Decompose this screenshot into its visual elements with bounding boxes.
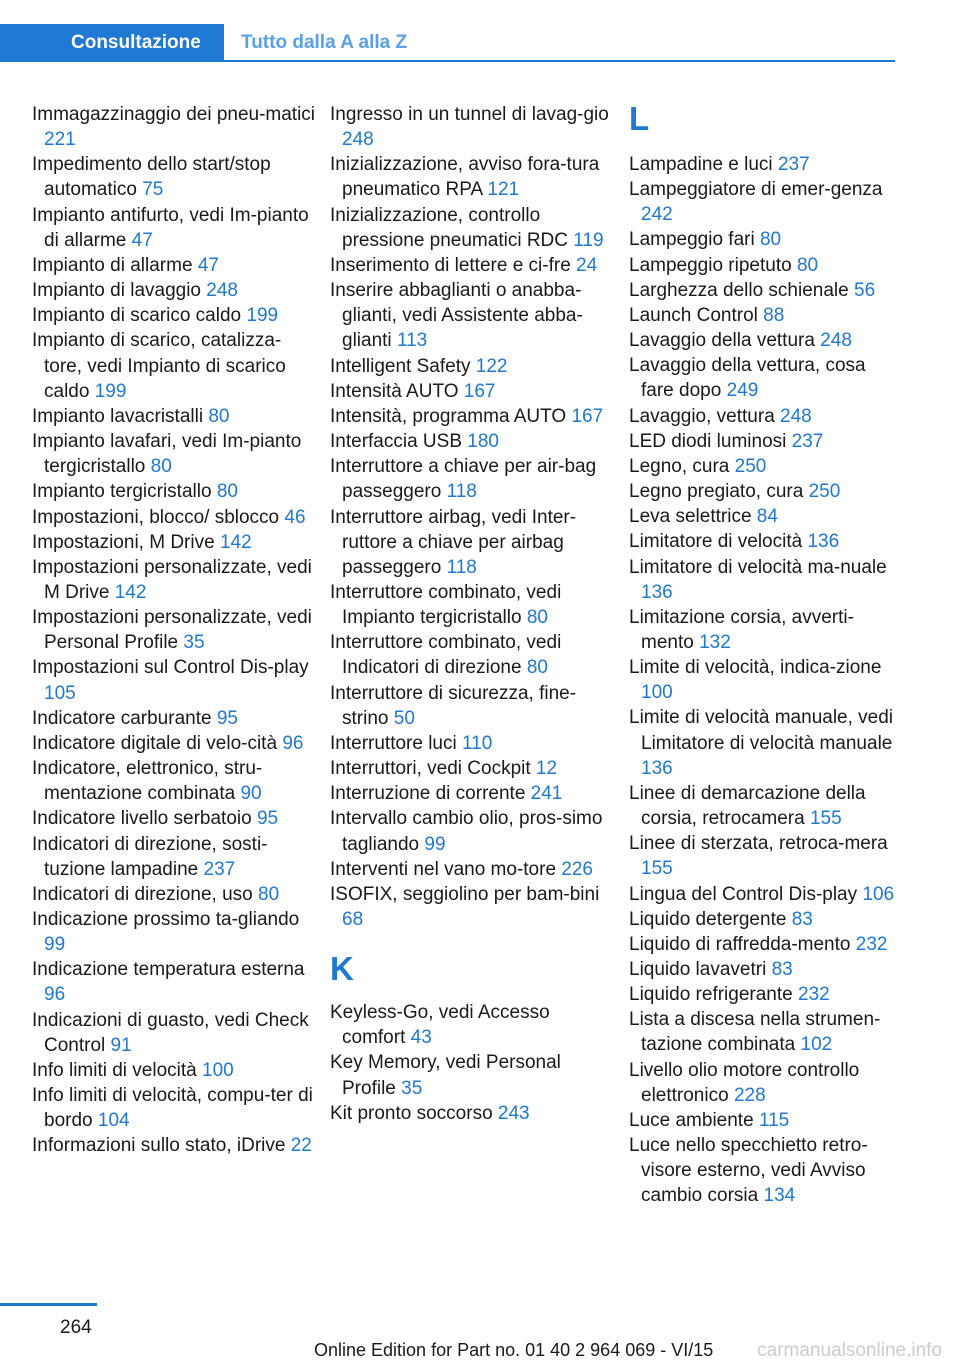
page-link[interactable]: 90 bbox=[240, 783, 262, 805]
index-column-2 bbox=[330, 102, 615, 1126]
footer-rule bbox=[0, 1303, 97, 1306]
entry-term: Interruttore di sicurezza, fine‐strino bbox=[330, 682, 577, 729]
index-entry bbox=[330, 278, 615, 353]
entry-term: Liquido di raffredda‐mento bbox=[629, 933, 851, 955]
entry-term: Interfaccia USB bbox=[330, 431, 462, 453]
page-link[interactable]: 43 bbox=[410, 1027, 432, 1049]
page-link[interactable]: 96 bbox=[282, 732, 304, 754]
entry-term: Interventi nel vano mo‐tore bbox=[330, 858, 557, 880]
page-link[interactable]: 56 bbox=[854, 279, 876, 301]
index-entry bbox=[32, 303, 317, 328]
page-link[interactable]: 248 bbox=[820, 330, 852, 352]
page-link[interactable]: 228 bbox=[733, 1084, 766, 1106]
entry-term: Lampeggio fari bbox=[629, 229, 755, 251]
index-entry bbox=[32, 957, 317, 1007]
index-entry bbox=[32, 1133, 317, 1158]
index-entry bbox=[330, 630, 615, 680]
index-entry bbox=[32, 1058, 317, 1083]
index-entry bbox=[330, 756, 615, 781]
entry-term: Inserimento di lettere e ci‐fre bbox=[330, 254, 571, 276]
page-link[interactable]: 221 bbox=[44, 129, 76, 151]
page-link[interactable]: 96 bbox=[44, 984, 66, 1006]
page-link[interactable]: 35 bbox=[401, 1077, 423, 1099]
entry-term: Interruttore combinato, vedi Indicatori di direzione bbox=[330, 632, 562, 679]
index-entry bbox=[629, 957, 899, 982]
index-entry bbox=[629, 705, 899, 780]
index-entry bbox=[629, 907, 899, 932]
page-link[interactable]: 136 bbox=[641, 757, 673, 779]
entry-term: Impostazioni, M Drive bbox=[32, 531, 215, 553]
index-entry bbox=[629, 504, 899, 529]
page-link[interactable]: 167 bbox=[463, 380, 496, 402]
letter-heading-l: L bbox=[629, 100, 650, 137]
entry-term: Limite di velocità, indica‐zione bbox=[629, 657, 882, 679]
index-entry bbox=[629, 655, 899, 705]
page-link[interactable]: 180 bbox=[467, 431, 499, 453]
index-entry bbox=[330, 882, 615, 932]
page-link[interactable]: 80 bbox=[526, 607, 548, 629]
index-entry bbox=[32, 806, 317, 831]
watermark: carmanualsonline.info bbox=[757, 1340, 942, 1361]
page-link[interactable]: 68 bbox=[342, 909, 364, 930]
entry-term: Lavaggio della vettura, cosa fare dopo bbox=[629, 355, 866, 402]
page-link[interactable]: 242 bbox=[641, 204, 673, 226]
index-entry bbox=[32, 655, 317, 705]
page-link[interactable]: 226 bbox=[561, 858, 593, 880]
index-entry bbox=[629, 781, 899, 831]
entry-term: Indicatori di direzione, uso bbox=[32, 883, 253, 905]
index-entry bbox=[330, 404, 615, 429]
entry-term: Immagazzinaggio dei pneu‐matici bbox=[32, 104, 316, 125]
index-entry bbox=[629, 932, 899, 957]
page-link[interactable]: 24 bbox=[576, 254, 598, 276]
index-entry bbox=[32, 731, 317, 756]
entry-term: Indicatore carburante bbox=[32, 707, 212, 729]
index-entry bbox=[32, 605, 317, 655]
index-entry bbox=[629, 605, 899, 655]
page-link[interactable]: 142 bbox=[114, 581, 147, 603]
header-divider bbox=[0, 60, 895, 62]
entry-term: Indicazioni di guasto, vedi Check Control bbox=[32, 1009, 309, 1056]
entry-term: Interruttore airbag, vedi Inter‐ruttore a chiave per airbag passeggero bbox=[330, 506, 577, 578]
index-entry bbox=[629, 152, 899, 177]
page-link[interactable]: 105 bbox=[44, 682, 76, 704]
index-entry bbox=[32, 505, 317, 530]
index-entry bbox=[330, 1000, 615, 1050]
page-link[interactable]: 122 bbox=[475, 355, 508, 377]
index-entry bbox=[330, 505, 615, 580]
entry-term: Indicatori di direzione, sosti‐tuzione lampadine bbox=[32, 833, 268, 880]
page-link[interactable]: 83 bbox=[771, 959, 793, 980]
index-entry bbox=[629, 882, 899, 907]
entry-term: Linee di demarcazione della corsia, retrocamera bbox=[629, 782, 866, 830]
index-entry bbox=[32, 706, 317, 731]
entry-term: Inserire abbaglianti o anabba‐glianti, vedi Assistente abba‐glianti bbox=[330, 280, 583, 352]
page-link[interactable]: 237 bbox=[791, 430, 824, 452]
index-entry bbox=[330, 253, 615, 278]
entry-term: Indicazione temperatura esterna bbox=[32, 959, 305, 981]
entry-term: Intelligent Safety bbox=[330, 355, 471, 377]
page-link[interactable]: 142 bbox=[219, 531, 252, 553]
index-entry bbox=[32, 152, 317, 202]
page-link[interactable]: 136 bbox=[641, 581, 673, 603]
entry-term: Impianto di scarico caldo bbox=[32, 305, 242, 327]
index-entry bbox=[32, 756, 317, 806]
entry-term: Liquido refrigerante bbox=[629, 984, 793, 1006]
letter-heading-k: K bbox=[330, 950, 354, 988]
entry-term: Inizializzazione, controllo pressione pneumatici RDC bbox=[330, 204, 568, 251]
index-entry bbox=[32, 1083, 317, 1133]
index-entry bbox=[629, 429, 899, 454]
index-entry bbox=[629, 404, 899, 429]
page-link[interactable]: 250 bbox=[734, 455, 767, 477]
page-link[interactable]: 136 bbox=[807, 531, 840, 553]
index-entry bbox=[629, 303, 899, 328]
entry-term: Ingresso in un tunnel di lavag‐gio bbox=[330, 104, 609, 125]
index-entry bbox=[330, 1050, 615, 1100]
entry-term: Lampeggiatore di emer‐genza bbox=[629, 179, 883, 201]
entry-term: Key Memory, vedi Personal Profile bbox=[330, 1052, 561, 1099]
index-column-1 bbox=[32, 102, 317, 1159]
index-entry bbox=[32, 882, 317, 907]
page-link[interactable]: 167 bbox=[571, 405, 604, 427]
page-link[interactable]: 104 bbox=[97, 1110, 130, 1132]
entry-term: Impostazioni, blocco/ sblocco bbox=[32, 506, 280, 528]
entry-term: Interruttore luci bbox=[330, 732, 457, 754]
index-entry bbox=[32, 479, 317, 504]
entry-term: Lampadine e luci bbox=[629, 154, 773, 175]
index-entry bbox=[32, 907, 317, 957]
entry-term: Liquido lavavetri bbox=[629, 959, 767, 980]
page-link[interactable]: 199 bbox=[246, 305, 279, 327]
entry-term: Launch Control bbox=[629, 304, 758, 326]
page-link[interactable]: 100 bbox=[641, 682, 673, 704]
index-entry bbox=[629, 529, 899, 554]
index-entry bbox=[629, 555, 899, 605]
entry-term: Interruttori, vedi Cockpit bbox=[330, 758, 531, 780]
index-entry bbox=[32, 278, 317, 303]
index-entry bbox=[629, 278, 899, 303]
index-entry bbox=[330, 454, 615, 504]
entry-term: Interruttore combinato, vedi Impianto tergicristallo bbox=[330, 581, 562, 629]
entry-term: LED diodi luminosi bbox=[629, 430, 787, 452]
page-link[interactable]: 102 bbox=[800, 1034, 833, 1056]
page-link[interactable]: 199 bbox=[94, 380, 127, 402]
index-entry bbox=[32, 203, 317, 253]
index-entry bbox=[32, 102, 317, 152]
entry-term: Limite di velocità manuale, vedi Limitatore di velocità manuale bbox=[629, 707, 894, 754]
page-link[interactable]: 91 bbox=[110, 1034, 132, 1056]
page-link[interactable]: 106 bbox=[862, 883, 895, 905]
page-link[interactable]: 118 bbox=[446, 556, 477, 578]
page-link[interactable]: 99 bbox=[44, 934, 66, 956]
page-link[interactable]: 115 bbox=[758, 1109, 790, 1131]
entry-term: Impianto di scarico, catalizza‐tore, vedi Impianto di scarico caldo bbox=[32, 330, 286, 402]
page-link[interactable]: 110 bbox=[462, 732, 493, 754]
entry-term: Livello olio motore controllo elettronico bbox=[629, 1059, 860, 1106]
tab-consultazione[interactable]: Consultazione bbox=[0, 24, 224, 62]
index-entry bbox=[629, 1007, 899, 1057]
page-link[interactable]: 232 bbox=[798, 984, 830, 1006]
entry-term: Lista a discesa nella strumen‐tazione combinata bbox=[629, 1009, 881, 1056]
index-entry bbox=[629, 479, 899, 504]
entry-term: Info limiti di velocità bbox=[32, 1059, 197, 1081]
entry-term: Indicatore, elettronico, stru‐mentazione combinata bbox=[32, 758, 263, 805]
page-link[interactable]: 237 bbox=[777, 154, 810, 175]
page-link[interactable]: 132 bbox=[699, 631, 731, 653]
index-entry bbox=[32, 555, 317, 605]
entry-term: Info limiti di velocità, compu‐ter di bordo bbox=[32, 1085, 313, 1132]
page-number: 264 bbox=[60, 1317, 92, 1338]
entry-term: Limitazione corsia, avverti‐mento bbox=[629, 606, 854, 653]
page-link[interactable]: 121 bbox=[487, 179, 520, 201]
page-link[interactable]: 119 bbox=[573, 229, 604, 251]
page-link[interactable]: 249 bbox=[726, 380, 759, 402]
index-entry bbox=[629, 454, 899, 479]
page-link[interactable]: 248 bbox=[206, 280, 238, 302]
page-link[interactable]: 88 bbox=[763, 304, 785, 326]
page-link[interactable]: 113 bbox=[396, 330, 428, 352]
index-column-3 bbox=[629, 102, 899, 1209]
index-entry bbox=[330, 681, 615, 731]
page-link[interactable]: 22 bbox=[290, 1135, 312, 1157]
entry-term: Impostazioni personalizzate, vedi M Drive bbox=[32, 556, 312, 603]
page-link[interactable]: 95 bbox=[256, 808, 279, 830]
header bbox=[0, 24, 895, 62]
index-entry bbox=[629, 831, 899, 881]
entry-term: Impianto di lavaggio bbox=[32, 280, 201, 302]
page-link[interactable]: 80 bbox=[796, 254, 819, 276]
index-entry bbox=[32, 328, 317, 403]
page-link[interactable]: 75 bbox=[142, 179, 164, 201]
entry-term: Interruttore a chiave per air‐bag passeggero bbox=[330, 456, 597, 503]
index-entry bbox=[32, 832, 317, 882]
entry-term: Impianto antifurto, vedi Im‐pianto di allarme bbox=[32, 204, 309, 251]
index-entry bbox=[629, 328, 899, 353]
index-entry bbox=[32, 253, 317, 278]
index-entry bbox=[629, 982, 899, 1007]
page-link[interactable]: 248 bbox=[342, 129, 374, 151]
entry-term: Lavaggio della vettura bbox=[629, 330, 815, 352]
entry-term: Inizializzazione, avviso fora‐tura pneumatico RPA bbox=[330, 154, 600, 201]
index-entry bbox=[330, 857, 615, 882]
entry-term: Leva selettrice bbox=[629, 506, 752, 528]
page-link[interactable]: 118 bbox=[446, 481, 477, 503]
index-entry bbox=[629, 253, 899, 278]
entry-term: Indicatore digitale di velo‐cità bbox=[32, 732, 278, 754]
entry-term: Liquido detergente bbox=[629, 908, 787, 930]
entry-term: Larghezza dello schienale bbox=[629, 279, 849, 301]
entry-term: Keyless-Go, vedi Accesso comfort bbox=[330, 1002, 550, 1049]
page-link[interactable]: 84 bbox=[756, 506, 778, 528]
entry-term: Interruzione di corrente bbox=[330, 783, 526, 805]
index-entry bbox=[330, 781, 615, 806]
page-link[interactable]: 243 bbox=[497, 1102, 530, 1124]
index-entry bbox=[330, 429, 615, 454]
entry-term: Lavaggio, vettura bbox=[629, 405, 775, 427]
entry-term: Impianto lavafari, vedi Im‐pianto tergicristallo bbox=[32, 431, 302, 478]
index-entry bbox=[330, 731, 615, 756]
entry-term: Impianto tergicristallo bbox=[32, 481, 212, 503]
entry-term: Impianto di allarme bbox=[32, 254, 193, 276]
edition-note: Online Edition for Part no. 01 40 2 964 069 - VI/15 bbox=[314, 1340, 714, 1360]
index-entry bbox=[330, 1101, 615, 1126]
page-link[interactable]: 99 bbox=[424, 833, 446, 855]
index-entry bbox=[330, 152, 615, 202]
index-entry bbox=[629, 1108, 899, 1133]
page-link[interactable]: 232 bbox=[855, 933, 888, 955]
entry-term: Indicatore livello serbatoio bbox=[32, 808, 252, 830]
entry-term: Indicazione prossimo ta‐gliando bbox=[32, 909, 300, 930]
index-entry bbox=[629, 1133, 899, 1208]
page-link[interactable]: 80 bbox=[759, 229, 782, 251]
page-link[interactable]: 134 bbox=[763, 1185, 796, 1207]
page-link[interactable]: 155 bbox=[641, 858, 673, 880]
page-link[interactable]: 46 bbox=[284, 506, 306, 528]
entry-term: Intensità AUTO bbox=[330, 380, 459, 402]
entry-term: Lingua del Control Dis‐play bbox=[629, 883, 858, 905]
page-link[interactable]: 47 bbox=[131, 229, 153, 251]
index-entry bbox=[32, 1008, 317, 1058]
entry-term: Luce ambiente bbox=[629, 1109, 754, 1131]
index-entry bbox=[32, 429, 317, 479]
index-entry bbox=[330, 354, 615, 379]
entry-term: Legno pregiato, cura bbox=[629, 481, 804, 503]
index-entry bbox=[32, 404, 317, 429]
entry-term: Luce nello specchietto retro‐visore esterno, vedi Avviso cambio corsia bbox=[629, 1135, 868, 1207]
entry-term: Impedimento dello start/stop automatico bbox=[32, 154, 271, 201]
entry-term: Lampeggio ripetuto bbox=[629, 254, 792, 276]
tab-tutto-dalla-a-alla-z[interactable]: Tutto dalla A alla Z bbox=[241, 32, 408, 53]
index-entry bbox=[330, 203, 615, 253]
page-link[interactable]: 237 bbox=[203, 858, 236, 880]
index-entry bbox=[330, 580, 615, 630]
entry-term: Kit pronto soccorso bbox=[330, 1102, 493, 1124]
entry-term: ISOFIX, seggiolino per bam‐bini bbox=[330, 883, 600, 905]
index-entry bbox=[330, 102, 615, 152]
index-entry bbox=[32, 530, 317, 555]
index-entry bbox=[629, 177, 899, 227]
entry-term: Impostazioni personalizzate, vedi Personal Profile bbox=[32, 607, 312, 654]
page-link[interactable]: 155 bbox=[809, 808, 842, 830]
entry-term: Limitatore di velocità ma‐nuale bbox=[629, 556, 887, 578]
page-link[interactable]: 35 bbox=[183, 632, 205, 654]
page-link[interactable]: 50 bbox=[393, 707, 415, 729]
entry-term: Intensità, programma AUTO bbox=[330, 405, 567, 427]
page-link[interactable]: 12 bbox=[535, 758, 558, 780]
page-link[interactable]: 248 bbox=[780, 405, 812, 427]
page-link[interactable]: 83 bbox=[791, 908, 813, 930]
entry-term: Informazioni sullo stato, iDrive bbox=[32, 1135, 286, 1157]
entry-term: Intervallo cambio olio, pros‐simo tagliando bbox=[330, 808, 603, 855]
page-link[interactable]: 241 bbox=[530, 783, 563, 805]
page-link[interactable]: 80 bbox=[216, 481, 238, 503]
page-link[interactable]: 47 bbox=[197, 254, 219, 276]
index-entry bbox=[629, 227, 899, 252]
entry-term: Limitatore di velocità bbox=[629, 531, 803, 553]
page-link[interactable]: 95 bbox=[216, 707, 238, 729]
entry-term: Impostazioni sul Control Dis‐play bbox=[32, 657, 309, 679]
index-entry bbox=[330, 806, 615, 856]
page-link[interactable]: 100 bbox=[202, 1059, 234, 1081]
page-link[interactable]: 80 bbox=[258, 883, 280, 905]
page-link[interactable]: 80 bbox=[150, 456, 172, 478]
page-link[interactable]: 80 bbox=[526, 657, 548, 679]
page-link[interactable]: 80 bbox=[208, 405, 230, 427]
index-entry bbox=[629, 1058, 899, 1108]
index-entry bbox=[330, 379, 615, 404]
entry-term: Impianto lavacristalli bbox=[32, 405, 204, 427]
entry-term: Legno, cura bbox=[629, 455, 730, 477]
index-entry bbox=[629, 353, 899, 403]
entry-term: Linee di sterzata, retroca‐mera bbox=[629, 833, 888, 855]
page-link[interactable]: 250 bbox=[808, 481, 841, 503]
